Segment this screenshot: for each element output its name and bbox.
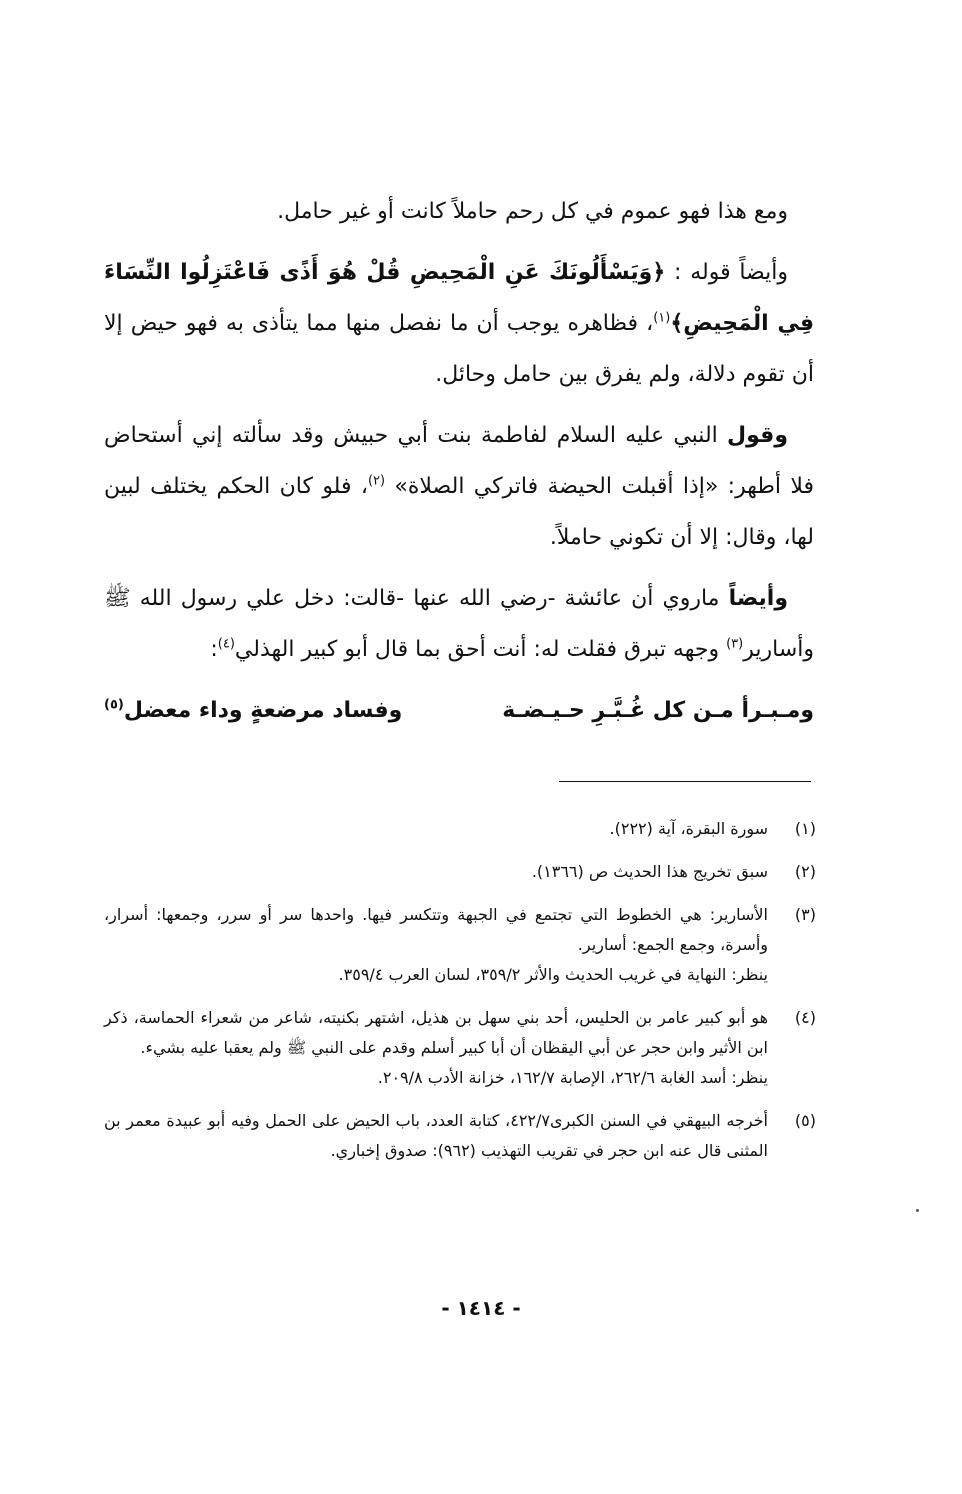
- paragraph-4: [104, 573, 814, 675]
- footnote-2: [104, 857, 816, 887]
- footnotes: [104, 814, 816, 1179]
- footnote-text: [104, 857, 768, 887]
- paragraph-3: [104, 410, 814, 563]
- paragraph-4-text-b: وجهه تبرق فقلت له: أنت أحق بما قال أبو كبير الهذلي: [234, 637, 727, 662]
- footnote-3: [104, 900, 816, 990]
- footnote-ref-3[interactable]: (٣): [726, 636, 744, 652]
- footnote-line: الأسارير: هي الخطوط التي تجتمع في الجبهة وتتكسر فيها. واحدها سر أو سرر، وجمعها: أسرار، وأسرة، وجمع الجمع: أسارير.: [104, 905, 768, 954]
- footnote-1: [104, 814, 816, 844]
- footnote-number: (٤): [794, 1008, 816, 1027]
- paragraph-2: [104, 247, 814, 400]
- quran-verse: ﴿وَيَسْأَلُونَكَ عَنِ الْمَحِيضِ قُلْ هُوَ أَذًى فَاعْتَزِلُوا النِّسَاءَ فِي الْمَحِيضِ﴾: [104, 260, 814, 336]
- scan-speck: [916, 1209, 919, 1212]
- footnote-text: [104, 1106, 768, 1166]
- footnote-4: [104, 1003, 816, 1093]
- verse-hemistich-1: ومـبـرأ مـن كل غُـبَّـرِ حـيـضـة: [502, 698, 814, 723]
- footnote-text: [104, 1003, 768, 1093]
- footnote-text: [104, 814, 768, 844]
- footnote-line: سبق تخريج هذا الحديث ص (١٣٦٦).: [531, 862, 768, 881]
- footnote-number: (١): [794, 819, 816, 838]
- paragraph-4-text-a: ماروي أن عائشة -رضي الله عنها -قالت: دخل علي رسول الله ﷺ وأسارير: [104, 586, 814, 662]
- footnote-ref-2[interactable]: (٢): [367, 473, 386, 489]
- paragraph-3-lead: وقول: [727, 423, 788, 448]
- paragraph-1: ومع هذا فهو عموم في كل رحم حاملاً كانت أو غير حامل.: [277, 199, 788, 224]
- footnote-line: ينظر: النهاية في غريب الحديث والأثر ٣٥٩/٢، لسان العرب ٣٥٩/٤.: [338, 965, 768, 984]
- footnote-line: سورة البقرة، آية (٢٢٢).: [609, 819, 768, 838]
- footnote-5: [104, 1106, 816, 1166]
- paragraph-3-text-a: النبي عليه السلام لفاطمة بنت أبي حبيش وقد سألته إني أستحاض فلا أطهر: «إذا أقبلت الحيضة فاتركي الصلاة»: [104, 423, 814, 499]
- paragraph-4-text-c: :: [210, 637, 218, 662]
- footnote-line: أخرجه البيهقي في السنن الكبرى٤٢٢/٧، كتابة العدد، باب الحيض على الحمل وفيه أبو عبيدة معمر بن المثنى قال عنه ابن حجر في تقريب التهذيب (٩٦٢): صدوق إخباري.: [104, 1111, 769, 1160]
- main-text: [104, 186, 814, 685]
- footnote-ref-4[interactable]: (٤): [217, 636, 235, 652]
- verse-hemistich-2-wrap: [104, 698, 402, 723]
- paragraph-3-text-b: ، فلو كان الحكم يختلف لبين لها، وقال: إلا أن تكوني حاملاً.: [104, 474, 814, 550]
- footnote-number: (٢): [794, 862, 816, 881]
- footnote-ref-1[interactable]: (١): [653, 310, 671, 326]
- paragraph-2-rest: ، فظاهره يوجب أن ما نفصل منها مما يتأذى به فهو حيض إلا أن تقوم دلالة، ولم يفرق بين حامل وحائل.: [104, 311, 814, 387]
- verse-hemistich-2: وفساد مرضعةٍ وداء معضل: [123, 698, 403, 723]
- page-number: - ١٤١٤ -: [441, 1296, 521, 1320]
- footnote-number: (٥): [794, 1111, 816, 1130]
- paragraph-4-lead: وأيضاً: [728, 586, 788, 611]
- footnote-ref-5[interactable]: (٥): [104, 697, 124, 713]
- footnote-line: ينظر: أسد الغابة ٢٦٢/٦، الإصابة ١٦٢/٧، خزانة الأدب ٢٠٩/٨.: [377, 1068, 768, 1087]
- footnote-number: (٣): [794, 905, 816, 924]
- footnote-separator: [559, 781, 811, 782]
- poetry-verse: [104, 698, 814, 742]
- footnote-line: هو أبو كبير عامر بن الحليس، أحد بني سهل بن هذيل، اشتهر بكنيته، شاعر من شعراء الحماسة، ذكر ابن الأثير وابن حجر عن أبي اليقظان أن أبا كبير أسلم وقدم على النبي ﷺ ولم يعقبا عليه بشيء.: [104, 1008, 768, 1057]
- footnote-text: [104, 900, 768, 990]
- paragraph-2-intro: وأيضاً قوله :: [674, 260, 788, 285]
